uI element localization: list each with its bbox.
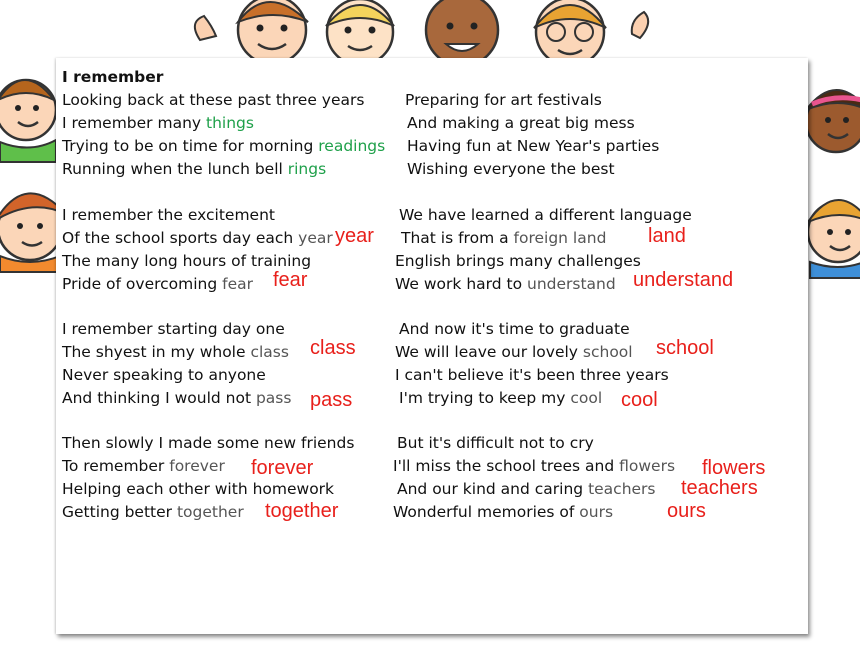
poem-line-text: I'll miss the school trees and	[393, 457, 620, 475]
poem-line-text: English brings many challenges	[395, 252, 641, 270]
poem-line-text: And thinking I would not	[62, 389, 256, 407]
blank-hint-word: ours	[579, 503, 614, 521]
poem-line-left-13	[62, 433, 354, 453]
poem-line-right-6	[401, 228, 606, 248]
poem-line-text: And our kind and caring	[397, 480, 589, 498]
poem-line-text: Pride of overcoming	[62, 275, 223, 293]
poem-line-text: Wonderful memories of	[393, 503, 580, 521]
poem-line-right-7	[395, 251, 641, 271]
poem-line-right-4	[407, 159, 615, 179]
poem-line-text: Getting better	[62, 503, 177, 521]
poem-line-left-1	[62, 90, 364, 110]
blank-hint-word: flowers	[619, 457, 676, 475]
blank-hint-word: year	[298, 229, 333, 247]
poem-line-text: The many long hours of training	[62, 252, 312, 270]
poem-title: I remember	[62, 68, 164, 86]
poem-line-left-10	[62, 342, 289, 362]
poem-line-text: But it's difficult not to cry	[397, 434, 594, 452]
answer-word-understand: understand	[633, 269, 734, 291]
poem-line-text: Preparing for art festivals	[405, 91, 602, 109]
poem-line-text: Running when the lunch bell	[62, 160, 288, 178]
poem-line-text: I remember the excitement	[62, 206, 275, 224]
poem-line-right-3	[407, 136, 659, 156]
poem-line-text: And now it's time to graduate	[399, 320, 630, 338]
poem-line-right-10	[395, 342, 633, 362]
poem-line-text: And making a great big mess	[407, 114, 635, 132]
poem-line-text: To remember	[62, 457, 170, 475]
poem-line-right-5	[399, 205, 692, 225]
poem-line-text: Then slowly I made some new friends	[62, 434, 355, 452]
poem-line-text: That is from a	[401, 229, 514, 247]
answer-word-pass: pass	[310, 389, 353, 411]
poem-line-text: Wishing everyone the best	[407, 160, 615, 178]
poem-line-text: I'm trying to keep my	[399, 389, 571, 407]
poem-line-right-9	[399, 319, 630, 339]
poem-line-text: Looking back at these past three years	[62, 91, 365, 109]
poem-line-text: Having fun at New Year's parties	[407, 137, 660, 155]
answer-word-fear: fear	[273, 269, 308, 291]
poem-line-text: Of the school sports day each	[62, 229, 299, 247]
blank-hint-word: fear	[222, 275, 254, 293]
blank-hint-word: foreign land	[513, 229, 607, 247]
blank-hint-word: together	[176, 503, 244, 521]
rhyme-word: rings	[287, 160, 327, 178]
answer-word-flowers: flowers	[702, 457, 766, 479]
poem-line-left-4	[62, 159, 326, 179]
poem-line-text: I can't believe it's been three years	[395, 366, 669, 384]
answer-word-school: school	[656, 337, 714, 359]
poem-line-text: Trying to be on time for morning	[62, 137, 319, 155]
blank-hint-word: school	[582, 343, 633, 361]
blank-hint-word: class	[250, 343, 289, 361]
poem-line-left-9	[62, 319, 285, 339]
poem-line-left-14	[62, 456, 225, 476]
answer-word-ours: ours	[667, 500, 706, 522]
rhyme-word: things	[206, 114, 254, 132]
poem-line-left-5	[62, 205, 275, 225]
kid-face-right-bottom-icon	[808, 200, 860, 278]
poem-line-text: Never speaking to anyone	[62, 366, 266, 384]
poem-line-right-2	[407, 113, 635, 133]
poem-line-left-12	[62, 388, 291, 408]
poem-line-text: The shyest in my whole	[62, 343, 251, 361]
kid-face-left-top-icon	[0, 80, 56, 162]
poem-line-left-16	[62, 502, 244, 522]
poem-line-text: We work hard to	[395, 275, 527, 293]
answer-word-together: together	[265, 500, 339, 522]
poem-line-left-6	[62, 228, 333, 248]
poem-line-right-12	[399, 388, 602, 408]
poem-line-right-8	[395, 274, 616, 294]
blank-hint-word: understand	[527, 275, 616, 293]
poem-line-text: We will leave our lovely	[395, 343, 583, 361]
blank-hint-word: forever	[169, 457, 225, 475]
rhyme-word: readings	[318, 137, 386, 155]
poem-line-left-8	[62, 274, 253, 294]
blank-hint-word: teachers	[588, 480, 656, 498]
poem-line-right-16	[393, 502, 613, 522]
poem-line-left-11	[62, 365, 266, 385]
poem-line-left-7	[62, 251, 311, 271]
poem-line-right-11	[395, 365, 669, 385]
poem-line-right-15	[397, 479, 656, 499]
poem-line-text: I remember many	[62, 114, 206, 132]
poem-line-text: I remember starting day one	[62, 320, 285, 338]
poem-line-left-3	[62, 136, 385, 156]
answer-word-cool: cool	[621, 389, 658, 411]
blank-hint-word: pass	[255, 389, 292, 407]
poem-line-right-13	[397, 433, 594, 453]
poem-line-text: Helping each other with homework	[62, 480, 335, 498]
poem-line-text: We have learned a different language	[399, 206, 692, 224]
poem-line-left-15	[62, 479, 334, 499]
poem-line-right-14	[393, 456, 675, 476]
answer-word-teachers: teachers	[681, 477, 758, 499]
poem-line-left-2	[62, 113, 254, 133]
kid-face-4-icon	[534, 0, 648, 66]
poem-line-right-1	[405, 90, 602, 110]
answer-word-class: class	[310, 337, 356, 359]
answer-word-land: land	[648, 225, 686, 247]
answer-word-year: year	[335, 225, 374, 247]
blank-hint-word: cool	[570, 389, 603, 407]
answer-word-forever: forever	[251, 457, 314, 479]
